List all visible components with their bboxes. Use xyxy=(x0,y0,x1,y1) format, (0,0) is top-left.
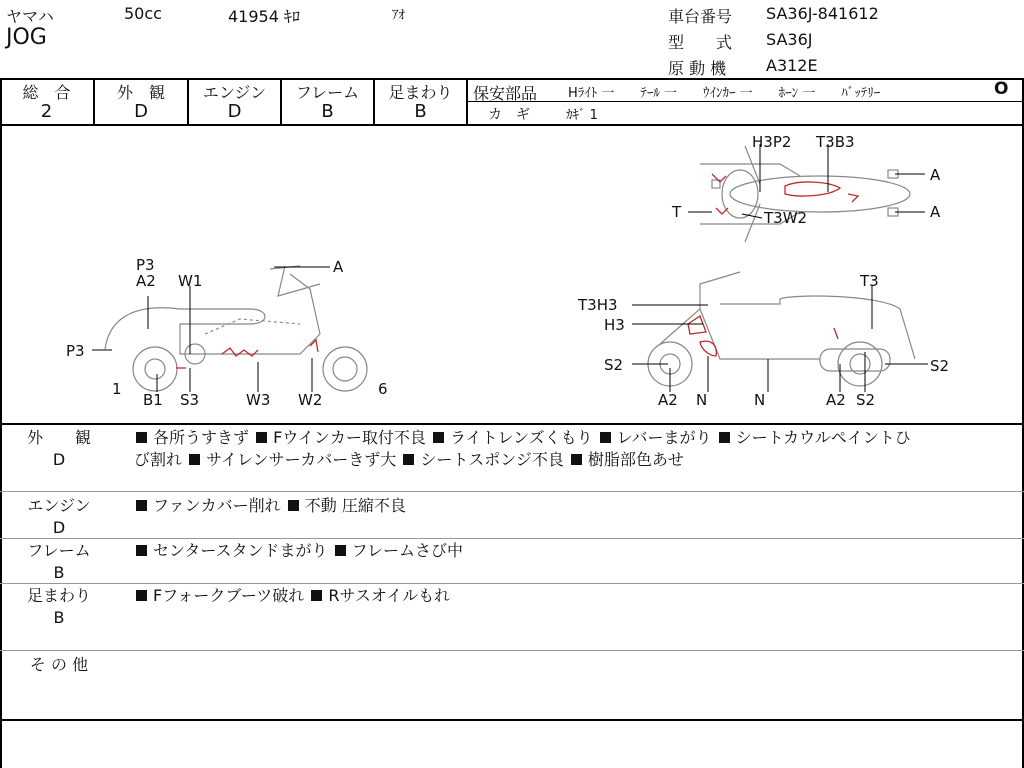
remarks-frame-items: センタースタンドまがり フレームさび中 xyxy=(134,540,463,562)
frame-no: SA36J-841612 xyxy=(766,4,879,23)
divider xyxy=(0,583,1024,584)
frame-grade: B xyxy=(321,101,334,122)
key-value: ｶｷﾞ 1 xyxy=(566,108,598,123)
displacement: 50cc xyxy=(124,4,162,23)
diagram-label: 6 xyxy=(378,380,388,398)
diagram-label: W2 xyxy=(298,391,323,409)
diagram-label: 1 xyxy=(112,380,122,398)
type-value: SA36J xyxy=(766,30,813,49)
diagram-label: A xyxy=(930,203,941,221)
divider xyxy=(0,491,1024,492)
diagram-label: S2 xyxy=(856,391,876,409)
type-label: 型 式 xyxy=(668,33,733,52)
scooter-top-view xyxy=(700,146,910,242)
diagram-label: P3 xyxy=(66,342,85,360)
key-label: カ ギ xyxy=(488,107,530,123)
diagram-label: S2 xyxy=(604,356,624,374)
diagram-label: A xyxy=(930,166,941,184)
overall-label: 総 合 xyxy=(22,83,71,102)
safety-items: Hﾗｲﾄ 一 ﾃｰﾙ 一 ｳｲﾝｶｰ 一 ﾎｰﾝ 一 ﾊﾞｯﾃﾘｰ xyxy=(568,86,881,101)
exterior-label: 外 観 xyxy=(116,83,165,102)
engine-value: A312E xyxy=(766,56,818,75)
damage-marks-top xyxy=(712,174,858,214)
divider xyxy=(468,101,1022,102)
frame-grade-label: フレーム xyxy=(295,83,360,102)
safety-label: 保安部品 xyxy=(473,84,538,103)
suspension-grade-label: 足まわり xyxy=(388,83,453,102)
engine-label: 原 動 機 xyxy=(668,59,727,78)
diagram-label: T3W2 xyxy=(764,209,808,227)
diagram-label: W1 xyxy=(178,272,203,290)
overall-grade: 2 xyxy=(40,101,53,122)
diagram-label: B1 xyxy=(143,391,163,409)
engine-grade: D xyxy=(227,101,242,122)
diagram-label: A2 xyxy=(826,391,846,409)
diagram-label: S2 xyxy=(930,357,950,375)
frame-no-label: 車台番号 xyxy=(668,7,733,26)
diagram-label: H3 xyxy=(604,316,625,334)
diagram-label: P3 xyxy=(136,256,155,274)
diagram-label: N xyxy=(696,391,708,409)
battery-mark: O xyxy=(994,79,1009,99)
divider xyxy=(0,719,1024,721)
remarks-engine-items: ファンカバー削れ 不動 圧縮不良 xyxy=(134,495,406,517)
remarks-engine-label: エンジン D xyxy=(27,496,91,537)
remarks-exterior-label: 外 観 D xyxy=(26,428,91,469)
suspension-grade: B xyxy=(414,101,427,122)
remarks-other-label: そ の 他 xyxy=(29,655,89,674)
diagram-label: S3 xyxy=(180,391,200,409)
remarks-exterior-line1: 各所うすきず Fウインカー取付不良 ライトレンズくもり レバーまがり シートカウルペイントひ xyxy=(134,427,911,449)
remarks-suspension-label: 足まわり B xyxy=(26,586,91,627)
remarks-suspension-items: Fフォークブーツ破れ Rサスオイルもれ xyxy=(134,585,450,607)
engine-grade-label: エンジン xyxy=(202,83,267,102)
diagram-label: N xyxy=(754,391,766,409)
diagram-label: A xyxy=(333,258,344,276)
diagram-label: T3B3 xyxy=(816,133,855,151)
exterior-grade: D xyxy=(134,101,148,122)
diagram-label: T3H3 xyxy=(578,296,618,314)
divider xyxy=(0,650,1024,651)
label-leaders xyxy=(92,144,928,392)
maker: ヤマハ xyxy=(6,7,54,26)
divider xyxy=(0,423,1024,425)
diagram-label: T3 xyxy=(860,272,879,290)
diagram-label: A2 xyxy=(136,272,156,290)
divider xyxy=(0,538,1024,539)
model-name: JOG xyxy=(6,25,47,50)
remarks-exterior-line2: び割れ サイレンサーカバーきず大 シートスポンジ不良 樹脂部色あせ xyxy=(134,450,684,469)
mileage: 41954 ｷﾛ xyxy=(228,7,300,26)
diagram-label: W3 xyxy=(246,391,271,409)
diagram-label: A2 xyxy=(658,391,678,409)
diagram-label: H3P2 xyxy=(752,133,792,151)
remarks-frame-label: フレーム B xyxy=(27,541,91,582)
body-color: ｱｵ xyxy=(392,8,405,23)
diagram-label: T xyxy=(672,203,682,221)
